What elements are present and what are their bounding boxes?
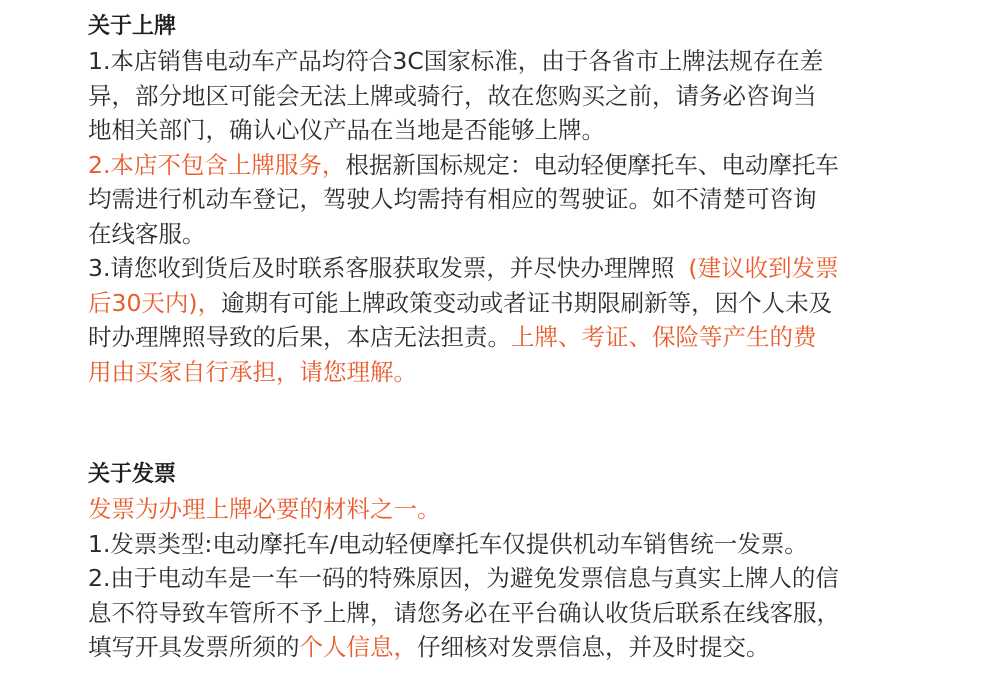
section-spacer <box>88 389 968 458</box>
license-para1-line1: 1.本店销售电动车产品均符合3C国家标准，由于各省市上牌法规存在差 <box>88 47 824 75</box>
license-para2-line2: 均需进行机动车登记，驾驶人均需持有相应的驾驶证。如不清楚可咨询 <box>88 185 817 213</box>
license-para2-line3: 在线客服。 <box>88 219 206 248</box>
license-para1-line2: 异，部分地区可能会无法上牌或骑行，故在您购买之前，请务必咨询当 <box>88 81 817 110</box>
license-para3-line2-text: 逾期有可能上牌政策变动或者证书期限刷新等，因个人未及 <box>221 288 833 317</box>
invoice-para2-line2: 息不符导致车管所不予上牌，请您务必在平台确认收货后联系在线客服， <box>88 598 840 627</box>
license-para3-line4 <box>88 355 968 390</box>
license-para3-line1-text: 3.请您收到货后及时联系客服获取发票，并尽快办理牌照 <box>88 254 675 282</box>
license-para3-line3 <box>88 320 968 355</box>
section-title-invoice: 关于发票 <box>88 462 177 487</box>
section-title-license: 关于上牌 <box>88 14 177 39</box>
invoice-para2-line1: 2.由于电动车是一车一码的特殊原因，为避免发票信息与真实上牌人的信 <box>88 564 839 592</box>
license-para1-line3: 地相关部门，确认心仪产品在当地是否能够上牌。 <box>88 116 605 144</box>
license-para2-line1-text: 根据新国标规定：电动轻便摩托车、电动摩托车 <box>345 150 839 179</box>
license-para3-line3-text: 时办理牌照导致的后果，本店无法担责。 <box>88 323 511 351</box>
license-service-notice: 2.本店不包含上牌服务， <box>88 150 346 179</box>
license-deadline-note-start: (建议收到发票 <box>688 254 839 282</box>
license-fees-note-start: 上牌、考证、保险等产生的费 <box>511 323 817 351</box>
license-para2-line1 <box>88 148 968 183</box>
license-para3-line2 <box>88 286 968 321</box>
license-para3-line1 <box>88 251 968 286</box>
invoice-para2-line3 <box>88 630 968 665</box>
license-fees-note-end: 用由买家自行承担，请您理解。 <box>88 357 417 386</box>
invoice-para1: 1.发票类型:电动摩托车/电动轻便摩托车仅提供机动车销售统一发票。 <box>88 529 808 558</box>
invoice-para2-line3-text: 填写开具发票所须的 <box>88 633 300 661</box>
invoice-personal-info: 个人信息， <box>299 633 417 661</box>
invoice-para2-line3-rest: 仔细核对发票信息，并及时提交。 <box>417 633 770 661</box>
document-body <box>88 10 968 665</box>
invoice-subtitle: 发票为办理上牌必要的材料之一。 <box>88 495 441 523</box>
license-deadline-note-end: 后30天内)， <box>88 288 222 317</box>
